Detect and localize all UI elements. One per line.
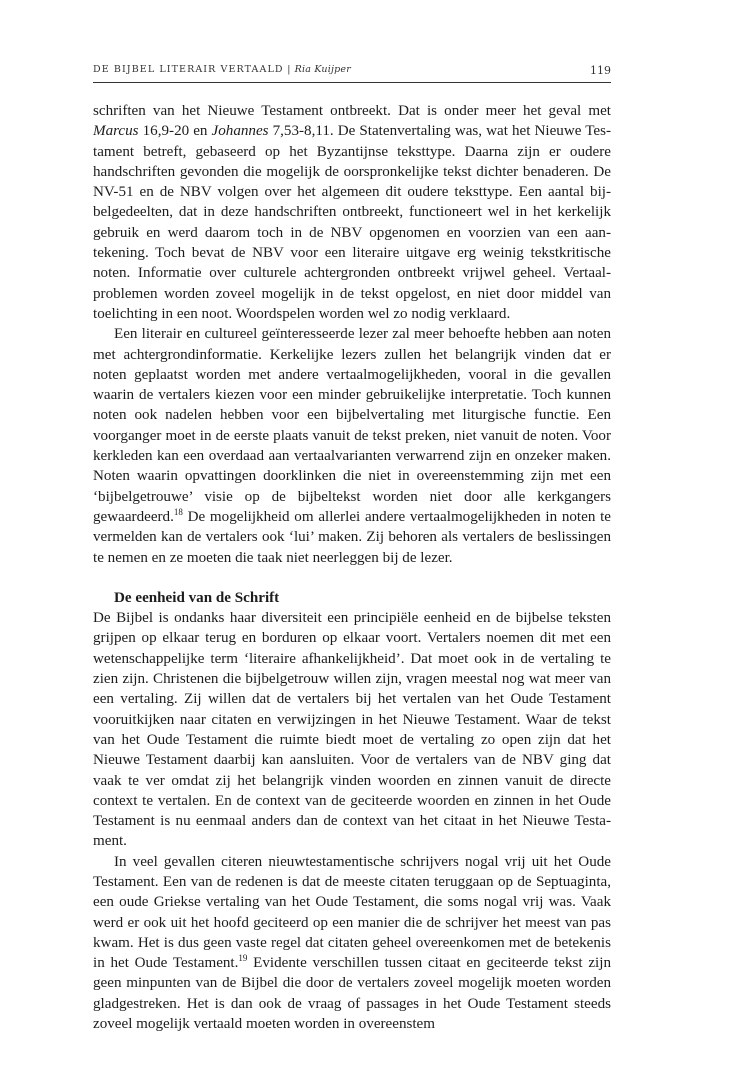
paragraph-2-part-b: De mogelijkheid om allerlei andere vertaalmogelijkheden in noten te vermelden kan de vertalers ook ‘lui’ maken. Zij behoren als vertalers de beslissingen te nemen en ze moeten die taak niet neerleggen bij de lezer. xyxy=(93,508,611,566)
running-head-author: Ria Kuijper xyxy=(294,64,351,75)
paragraph-1-part-b: 16,9-20 en xyxy=(138,123,212,140)
paragraph-4 xyxy=(93,852,611,1035)
paragraph-4-part-b: Evidente verschillen tussen citaat en geciteerde tekst zijn geen minpunten van de Bijbel die door de vertalers zoveel mogelijk moeten worden gladgestreken. Het is dan ook de vraag of passages in het Oude Testament steeds zoveel mogelijk vertaald moeten worden in overeenstem xyxy=(93,955,611,1033)
book-reference-marcus: Marcus xyxy=(93,123,139,140)
header-rule xyxy=(93,82,611,83)
paragraph-3: De Bijbel is ondanks haar diversiteit een principiële eenheid en de bijbelse teksten grijpen op elkaar terug en borduren op elkaar voort. Vertalers noemen dit met een wetenschappelijke term ‘literaire afhankelijkheid’. Dat moet ook in de vertaling te zien zijn. Christenen die bijbelgetrouw willen zijn, vragen meestal nog wat meer van een vertaling. Zij willen dat de vertalers bij het vertalen van het Oude Testament vooruitkijken naar citaten en verwijzingen in het Nieuwe Testament. Waar de tekst van het Oude Testament die ruimte biedt moet de vertaling zo open zijn dat het Nieuwe Testament daarbij kan aansluiten. Voor de vertalers van de NBV ging dat vaak te ver omdat zij het belangrijk vinden woorden en zinnen vanuit de directe context te vertalen. En de context van de geciteerde woorden en zinnen in het Oude Testament is nu eenmaal anders dan de context van het citaat in het Nieuwe Testament. xyxy=(93,610,611,850)
section-heading: De eenheid van de Schrift xyxy=(114,589,280,606)
paragraph-1-part-a: schriften van het Nieuwe Testament ontbreekt. Dat is onder meer het geval met xyxy=(93,103,611,119)
running-head-book-title: DE BIJBEL LITERAIR VERTAALD xyxy=(93,64,284,75)
page-number: 119 xyxy=(590,64,611,77)
book-reference-johannes: Johannes xyxy=(211,123,269,140)
paragraph-1-part-c: 7,53-8,11. De Statenvertaling was, wat het Nieuwe Testament betreft, gebaseerd op het Byzantijnse teksttype. Daarna zijn er oudere handschriften gevonden die mogelijk de oorspronkelijke tekst dichter benaderen. De NV-51 en de NBV volgen over het algemeen dit oudere teksttype. Een aantal bijbelgedeelten, dat in deze handschriften ontbreekt, functioneert wel in het kerkelijk gebruik en werd daarom toch in de NBV opgenomen en voorzien van een aantekening. Toch bevat de NBV voor een literaire uitgave erg weinig tekstkritische noten. Informatie over culturele achtergronden ontbreekt vrijwel geheel. Vertaalproblemen worden zoveel mogelijk in de tekst opgelost, en niet door middel van toelichting in een noot. Woordspelen worden wel zo nodig verklaard. xyxy=(93,123,611,322)
running-head-separator: | xyxy=(287,64,292,75)
paragraph-2-part-a: Een literair en cultureel geïnteresseerde lezer zal meer behoefte hebben aan noten met achtergrondinformatie. Kerkelijke lezers zullen het belangrijk vinden dat er noten geplaatst worden met andere vertaalmogelijkheden, vooral in die gevallen waarin de vertalers kiezen voor een minder gebruikelijke interpretatie. Toch kunnen noten ook nadelen hebben voor een bijbelvertaling met liturgische functie. Een voorganger moet in de eerste plaats vanuit de tekst preken, niet vanuit de noten. Voor kerkleden kan een overdaad aan vertaalvarianten verwarrend zijn en onzeker maken. Noten waarin opvattingen doorklinken die niet in overeenstemming zijn met een ‘bijbelgetrouwe’ visie op de bijbeltekst worden niet door alle kerkgangers gewaardeerd. xyxy=(93,326,611,525)
footnote-marker-18: 18 xyxy=(173,506,183,517)
footnote-marker-19: 19 xyxy=(238,953,248,964)
paragraph-2 xyxy=(93,324,611,568)
running-head xyxy=(93,64,611,80)
body-text xyxy=(93,101,611,1034)
paragraph-1 xyxy=(93,101,611,324)
paragraph-4-part-a: In veel gevallen citeren nieuwtestamentische schrijvers nogal vrij uit het Oude Testament. Een van de redenen is dat de meeste citaten teruggaan op de Septuaginta, een oude Griekse vertaling van het Oude Testament, die soms nogal vrij was. Vaak werd er ook uit het hoofd geciteerd op een manier die de schrijver het meest van pas kwam. Het is dus geen vaste regel dat citaten geheel overeenkomen met de betekenis in het Oude Testament. xyxy=(93,853,611,972)
